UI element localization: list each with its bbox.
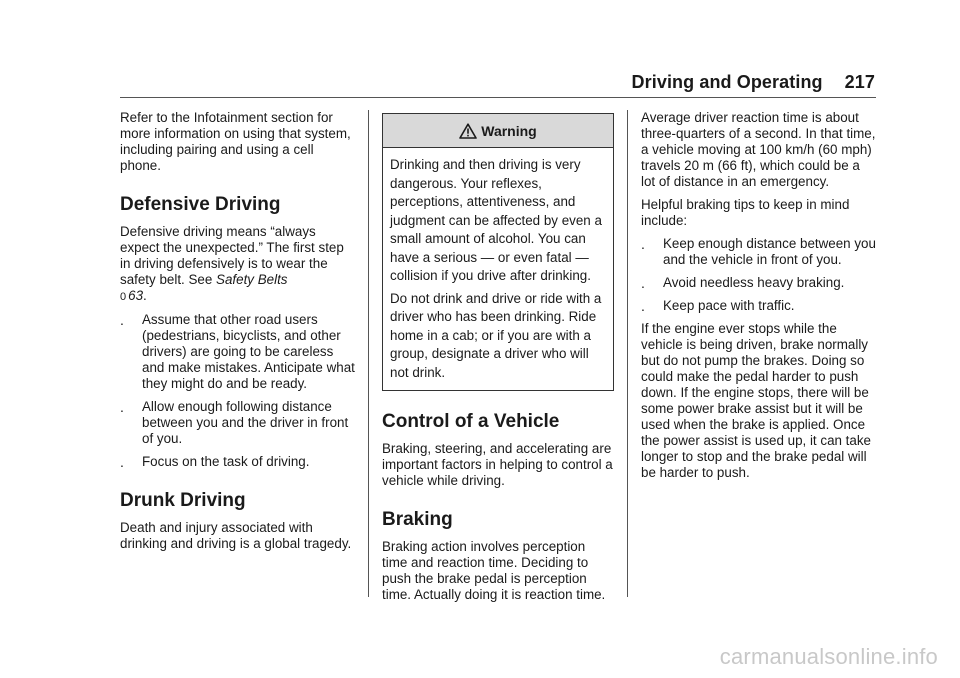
defensive-driving-text: Defensive driving means “always expect the unexpected.” The first step in driving defensively is to wear the safety belt. See (120, 224, 344, 287)
bullet-icon: . (641, 275, 645, 291)
braking-heading: Braking (382, 509, 453, 530)
warning-body (383, 148, 613, 390)
braking-paragraph: Braking action involves perception time and reaction time. Deciding to push the brake pedal is perception time. Actually doing it is reaction time. (382, 539, 606, 602)
column-middle (382, 110, 614, 610)
engine-stop-paragraph: If the engine ever stops while the vehicle is being driven, brake normally but do not pump the brakes. Doing so could make the pedal harder to push down. If the engine stops, there will be some power brake assist but it will be used when the brake is applied. Once the power assist is used up, it can take longer to stop and the brake pedal will be harder to push. (641, 321, 871, 480)
list-item (641, 298, 876, 314)
braking-tips-intro: Helpful braking tips to keep in mind include: (641, 197, 850, 228)
warning-triangle-icon (459, 123, 477, 139)
section-title: Driving and Operating (631, 72, 823, 92)
list-item-text: Focus on the task of driving. (142, 454, 310, 469)
warning-paragraph: Do not drink and drive or ride with a driver who has been drinking. Ride home in a cab; or if you are with a group, designate a driver who will not drink. (390, 290, 602, 380)
page-header (632, 72, 875, 93)
ref-period: . (143, 288, 147, 303)
list-item (120, 454, 355, 470)
bullet-icon: . (641, 298, 645, 314)
control-paragraph: Braking, steering, and accelerating are important factors in helping to control a vehicle while driving. (382, 441, 613, 488)
safety-belts-page-link[interactable]: 63 (128, 288, 144, 303)
warning-header (383, 114, 613, 148)
list-item-text: Avoid needless heavy braking. (663, 275, 845, 290)
control-heading: Control of a Vehicle (382, 411, 560, 432)
defensive-driving-heading: Defensive Driving (120, 194, 281, 215)
list-item (120, 312, 355, 392)
page-number: 217 (844, 72, 875, 92)
page-ref-icon: 0 (120, 291, 127, 303)
bullet-icon: . (641, 236, 645, 252)
safety-belts-link[interactable]: Safety Belts (216, 272, 288, 287)
drunk-driving-heading: Drunk Driving (120, 490, 246, 511)
intro-paragraph: Refer to the Infotainment section for more information on using that system, including pairing and using a cell phone. (120, 110, 351, 173)
bullet-icon: . (120, 454, 124, 470)
bullet-icon: . (120, 399, 124, 415)
list-item-text: Assume that other road users (pedestrians, bicyclists, and other drivers) are going to be careless and make mistakes. Anticipate what they might do and be ready. (142, 312, 355, 391)
column-left (120, 110, 355, 559)
list-item-text: Keep enough distance between you and the vehicle in front of you. (663, 236, 876, 267)
warning-title: Warning (481, 122, 537, 139)
defensive-driving-paragraph (120, 224, 355, 305)
column-divider (368, 110, 369, 597)
list-item (641, 236, 876, 268)
list-item (641, 275, 876, 291)
header-rule (120, 97, 876, 98)
column-right (641, 110, 876, 488)
watermark-text: carmanualsonline.info (719, 644, 938, 669)
reaction-time-paragraph: Average driver reaction time is about three-quarters of a second. In that time, a vehicle moving at 100 km/h (60 mph) travels 20 m (66 ft), which could be a lot of distance in an emergency. (641, 110, 876, 189)
column-divider (627, 110, 628, 597)
list-item-text: Allow enough following distance between you and the driver in front of you. (142, 399, 349, 446)
warning-paragraph: Drinking and then driving is very dangerous. Your reflexes, perceptions, attentiveness, and judgment can be affected by even a small amount of alcohol. You can have a serious — or even fatal — collision if you drive after drinking. (390, 157, 602, 283)
list-item-text: Keep pace with traffic. (663, 298, 795, 313)
bullet-icon: . (120, 312, 124, 328)
drunk-driving-paragraph: Death and injury associated with drinking and driving is a global tragedy. (120, 520, 352, 551)
warning-box (382, 113, 614, 391)
list-item (120, 399, 355, 447)
